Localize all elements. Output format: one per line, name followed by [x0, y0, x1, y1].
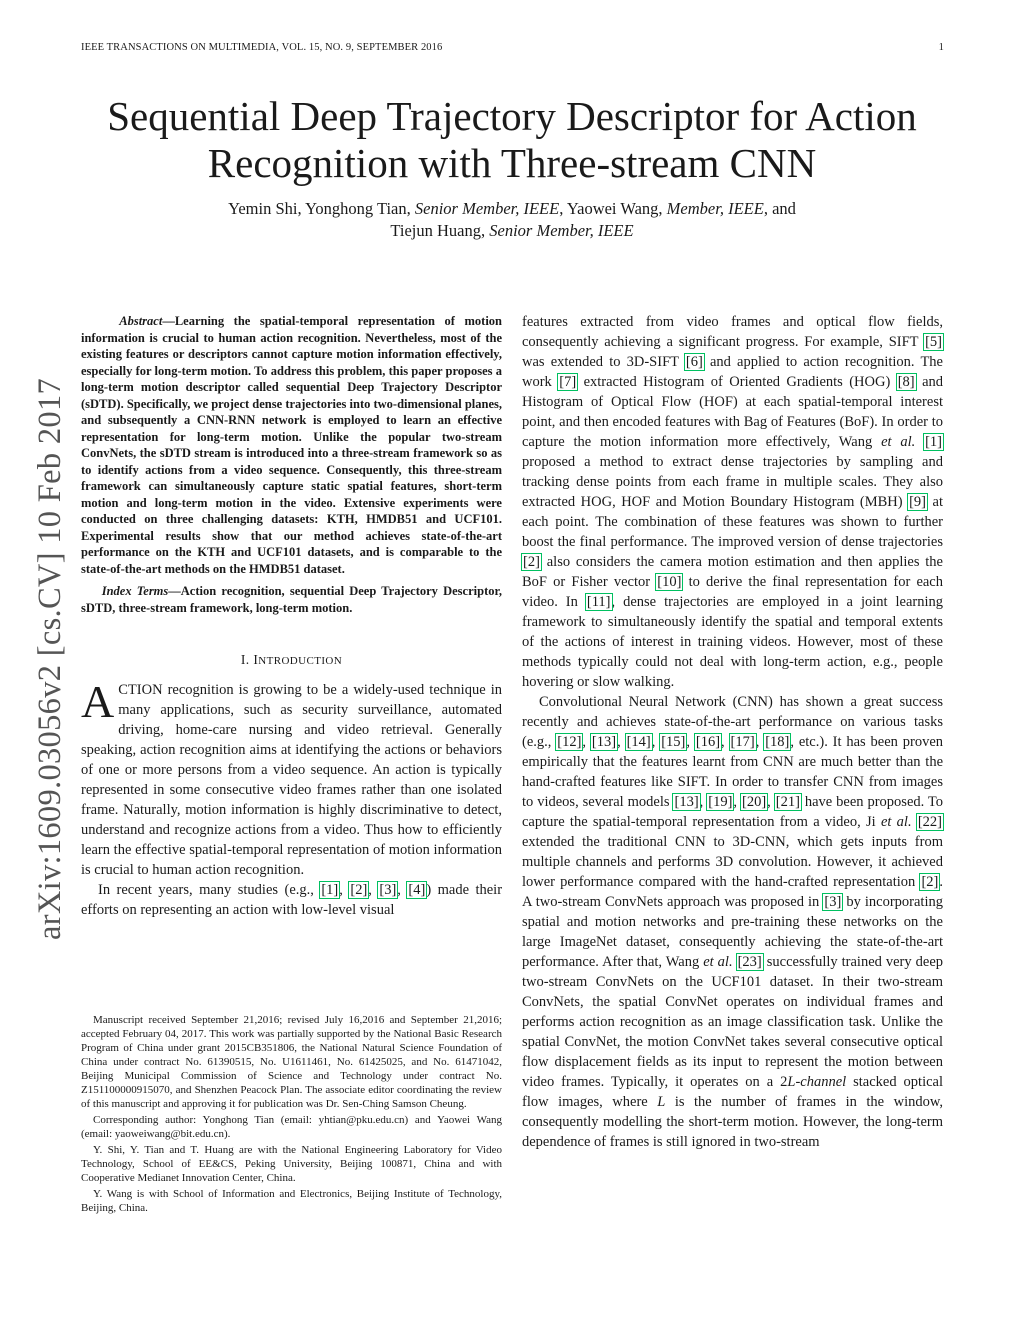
journal-header: IEEE TRANSACTIONS ON MULTIMEDIA, VOL. 15, NO. 9, SEPTEMBER 2016 [81, 42, 443, 53]
body-text: by incorporating spatial and motion networks and pre-training these networks on the large ImageNet dataset, consequently achieving the state-of-the-art performance. After that, Wang [522, 894, 943, 970]
index-terms-label: Index Terms [101, 584, 169, 598]
body-text: to derive the final representation for each video. In [522, 574, 943, 610]
drop-cap: A [81, 676, 115, 727]
section-number: I. [240, 652, 250, 667]
abstract-label: Abstract [119, 314, 163, 328]
citation-link[interactable]: [3] [379, 882, 397, 898]
body-text: have been proposed. To capture the spatial-temporal representation from a video, Ji [522, 794, 944, 830]
author-names-4: Tiejun Huang, [390, 221, 486, 240]
citation-link[interactable]: [1] [925, 434, 942, 450]
footnote-manuscript: Manuscript received September 21,2016; revised July 16,2016 and September 21,2016; accepted February 04, 2017. This work was partially supported by the National Basic Research Program of China under grant 2015CB351806, the National Natural Science Foundation of China under contract No. 61390515, No. U1611461, No. 61425025, and No. 61471042, Beijing Municipal Commission of Science and Technology under contract No. Z151100000915070, and Shenzhen Peacock Plan. The associate editor coordinating the review of this manuscript and approving it for publication was Dr. Sen-Ching Samson Cheung. [81, 1014, 502, 1110]
author-list [110, 198, 914, 242]
body-text: Convolutional Neural Network (CNN) has shown a great success recently and achieves state-of-the-art performance on various tasks (e.g., [522, 694, 943, 750]
body-text: successfully trained very deep two-stream ConvNets on the UCF101 dataset. In their two-stream ConvNets, the spatial ConvNet operates on individual frames and performs action recognition as an image classification task. Unlike the spatial ConvNet, the motion ConvNet takes several consecutive optical flow displacement fields as its input to represent the motion between video frames. Typically, it operates on a 2 [522, 954, 944, 1090]
citation-link[interactable]: [8] [897, 374, 915, 390]
author-role-2: Member, IEEE [666, 199, 764, 218]
citation-link[interactable]: [6] [685, 354, 703, 370]
body-text: was extended to 3D-SIFT [522, 354, 685, 370]
body-text: and Histogram of Optical Flow (HOF) at each spatial-temporal interest point, and then encoded features with Bag of Features (BoF). In order to capture the motion information more effectively, Wang [522, 374, 944, 450]
page-number: 1 [938, 42, 944, 53]
footnote-corresponding: Corresponding author: Yonghong Tian (email: yhtian@pku.edu.cn) and Yaowei Wang (email: yaoweiwang@bit.edu.cn). [81, 1114, 502, 1140]
section-title-rest: NTRODUCTION [258, 655, 343, 667]
body-text: at each point. The combination of these features was shown to further boost the final performance. The improved version of dense trajectories [522, 494, 944, 550]
citation-link[interactable]: [18] [765, 734, 790, 750]
citation-link[interactable]: [22] [917, 814, 943, 830]
citation-link[interactable]: [21] [775, 794, 800, 810]
et-al: et al. [703, 954, 733, 970]
author-role-1: Senior Member, IEEE [414, 199, 560, 218]
citation-link[interactable]: [1] [321, 882, 339, 898]
right-paragraph-1 [522, 312, 943, 692]
et-al: et al. [880, 814, 912, 830]
body-text: , dense trajectories are employed in a joint learning framework to simultaneously identify the spatial and temporal extents of the actions of interest in training videos. However, most of these methods typically could not deal with long-term action, e.g., people hovering or slow walking. [522, 594, 944, 690]
citation-link[interactable]: [12] [557, 734, 582, 750]
body-text: is the number of frames in the window, consequently modelling the short-term motion. However, the long-term dependence of frames is still ignored in two-stream [522, 1094, 943, 1150]
citation-link[interactable]: [2] [523, 554, 540, 570]
body-text: stacked optical flow images, where [522, 1074, 943, 1110]
section-heading-introduction [81, 652, 502, 668]
right-column [522, 312, 943, 1152]
citation-link[interactable]: [13] [674, 794, 699, 810]
body-text: extended the traditional CNN to 3D-CNN, which gets inputs from multiple channels and performs 3D convolution. However, it achieved lower performance compared with the hand-crafted representation [522, 834, 943, 890]
author-names-1: Yemin Shi, Yonghong Tian, [228, 199, 411, 218]
citation-link[interactable]: [4] [408, 882, 426, 898]
abstract-text: —Learning the spatial-temporal representation of motion information is crucial to human action recognition. Nevertheless, most of the existing features or descriptors cannot capture motion information effectively, especially for long-term motion. To address this problem, this paper proposes a long-term motion descriptor called sequential Deep Trajectory Descriptor (sDTD). Specifically, we project dense trajectories into two-dimensional planes, and subsequently a CNN-RNN network is employed to learn an effective representation for long-term motion. Unlike the popular two-stream ConvNets, the sDTD stream is introduced into a three-stream framework so as to identify actions from a video sequence. Consequently, this three-stream framework can simultaneously capture static spatial features, short-term motion and long-term motion in the video. Extensive experiments were conducted on three challenging datasets: KTH, HMDB51 and UCF101. Experimental results show that our method achieves state-of-the-art performance on the KTH and UCF101 datasets, and is comparable to the state-of-the-art methods on the HMDB51 dataset. [81, 314, 502, 576]
author-role-3: Senior Member, IEEE [489, 221, 634, 240]
citation-link[interactable]: [23] [737, 954, 762, 970]
title-line-1: Sequential Deep Trajectory Descriptor for Action [107, 93, 917, 139]
citation-link[interactable]: [13] [591, 734, 617, 750]
body-text: proposed a method to extract dense trajectories by sampling and tracking dense points from each frame in multiple scales. They also extracted HOG, HOF and Motion Boundary Histogram (MBH) [522, 454, 943, 510]
left-column [81, 313, 502, 920]
body-text: features extracted from video frames and optical flow fields, consequently achieving a significant progress. For example, SIFT [522, 314, 943, 350]
citation-link[interactable]: [19] [708, 794, 733, 810]
citation-link[interactable]: [7] [559, 374, 577, 390]
math-variable: L [657, 1094, 666, 1110]
citation-link[interactable]: [2] [350, 882, 368, 898]
index-terms [81, 583, 502, 616]
math-variable: L [787, 1074, 796, 1090]
right-paragraph-2: Convolutional Neural Network (CNN) has shown a great success recently and achieves state-of-the-art performance on various tasks (e.g., [12], [13], [14], [15], [16], [17], [18], etc.). It has been proven empirically that the features learnt from CNN are much better than the hand-crafted features like SIFT. In order to transfer CNN from images to videos, several models [13], [19], [20], [21] have been proposed. To capture the spatial-temporal representation from a video, Ji et al. [22] extended the traditional CNN to 3D-CNN, which gets inputs from multiple channels and performs 3D convolution. However, it achieved lower performance compared with the hand-crafted representation [2]. A two-stream ConvNets approach was proposed in [3] by incorporating spatial and motion networks and pre-training these networks on the large ImageNet dataset, consequently achieving the state-of-the-art performance. After that, Wang et al. [23] successfully trained very deep two-stream ConvNets on the UCF101 dataset. In their two-stream ConvNets, the spatial ConvNet operates on individual frames and performs action recognition as an image classification task. Unlike the spatial ConvNet, the motion ConvNet takes several consecutive optical flow displacement fields as its input to represent the motion between video frames. Typically, it operates on a 2L-channel stacked optical flow images, where L is the number of frames in the window, consequently modelling the short-term motion. However, the long-term dependence of frames is still ignored in two-stream [522, 694, 944, 1150]
body-text: extracted Histogram of Oriented Gradients (HOG) [577, 374, 897, 390]
intro-p2-text-b: ) made their efforts on representing an action with low-level visual [81, 882, 503, 918]
citation-link[interactable]: [2] [921, 874, 939, 890]
arxiv-identifier: arXiv:1609.03056v2 [cs.CV] 10 Feb 2017 [32, 377, 68, 940]
index-terms-text: —Action recognition, sequential Deep Trajectory Descriptor, sDTD, three-stream framework, long-term motion. [81, 584, 503, 615]
section-title-cap: I [253, 652, 259, 667]
intro-paragraph-2: In recent years, many studies (e.g., [1], [2], [3], [4]) made their efforts on representing an action with low-level visual [81, 882, 503, 918]
citation-link[interactable]: [9] [909, 494, 927, 510]
citation-link[interactable]: [17] [730, 734, 755, 750]
footnote-affiliation-1: Y. Shi, Y. Tian and T. Huang are with the National Engineering Laboratory for Video Technology, School of EE&CS, Peking University, Beijing 100871, China and with Cooperative Medianet Innovation Center, China. [81, 1144, 502, 1184]
citation-link[interactable]: [5] [925, 334, 942, 350]
intro-p1-text: CTION recognition is growing to be a widely-used technique in many applications, such as security surveillance, automated driving, home-care nursing and video retrieval. Generally speaking, action recognition aims at identifying the actions or behaviors of one or more persons from a video sequence. An action is typically represented in some consecutive video frames rather than one isolated frame. Naturally, motion information is highly discriminative to detect, understand and recognize actions from a video. Thus how to efficiently learn the effective spatial-temporal representation of motion information is crucial to human action recognition. [81, 682, 502, 878]
citation-link[interactable]: [3] [824, 894, 842, 910]
intro-p2-text-a: In recent years, many studies (e.g., [98, 882, 321, 898]
et-al: et al. [881, 434, 916, 450]
body-text: and applied to action recognition. The work [522, 354, 943, 390]
citation-link[interactable]: [20] [741, 794, 767, 810]
citation-link[interactable]: [14] [626, 734, 651, 750]
running-head [81, 42, 944, 53]
body-text: also considers the camera motion estimation and then applies the BoF or Fisher vector [522, 554, 943, 590]
author-names-2: , Yaowei Wang, [559, 199, 663, 218]
intro-paragraph-1 [81, 676, 502, 880]
italic-term: -channel [795, 1074, 847, 1090]
body-text: . A two-stream ConvNets approach was proposed in [522, 874, 943, 910]
paper-title [60, 93, 964, 187]
citation-link[interactable]: [16] [695, 734, 721, 750]
footnote-affiliation-2: Y. Wang is with School of Information and Electronics, Beijing Institute of Technology, Beijing, China. [81, 1188, 502, 1214]
abstract [81, 313, 502, 577]
body-text: , etc.). It has been proven empirically that the features learnt from CNN are much better than the hand-crafted features like SIFT. In order to transfer CNN from images to videos, several models [522, 734, 944, 810]
citation-link[interactable]: [10] [657, 574, 682, 590]
citation-link[interactable]: [15] [661, 734, 686, 750]
citation-link[interactable]: [11] [586, 594, 611, 610]
footnotes [81, 1013, 502, 1217]
author-names-3: , and [763, 199, 796, 218]
title-line-2: Recognition with Three-stream CNN [207, 140, 817, 186]
